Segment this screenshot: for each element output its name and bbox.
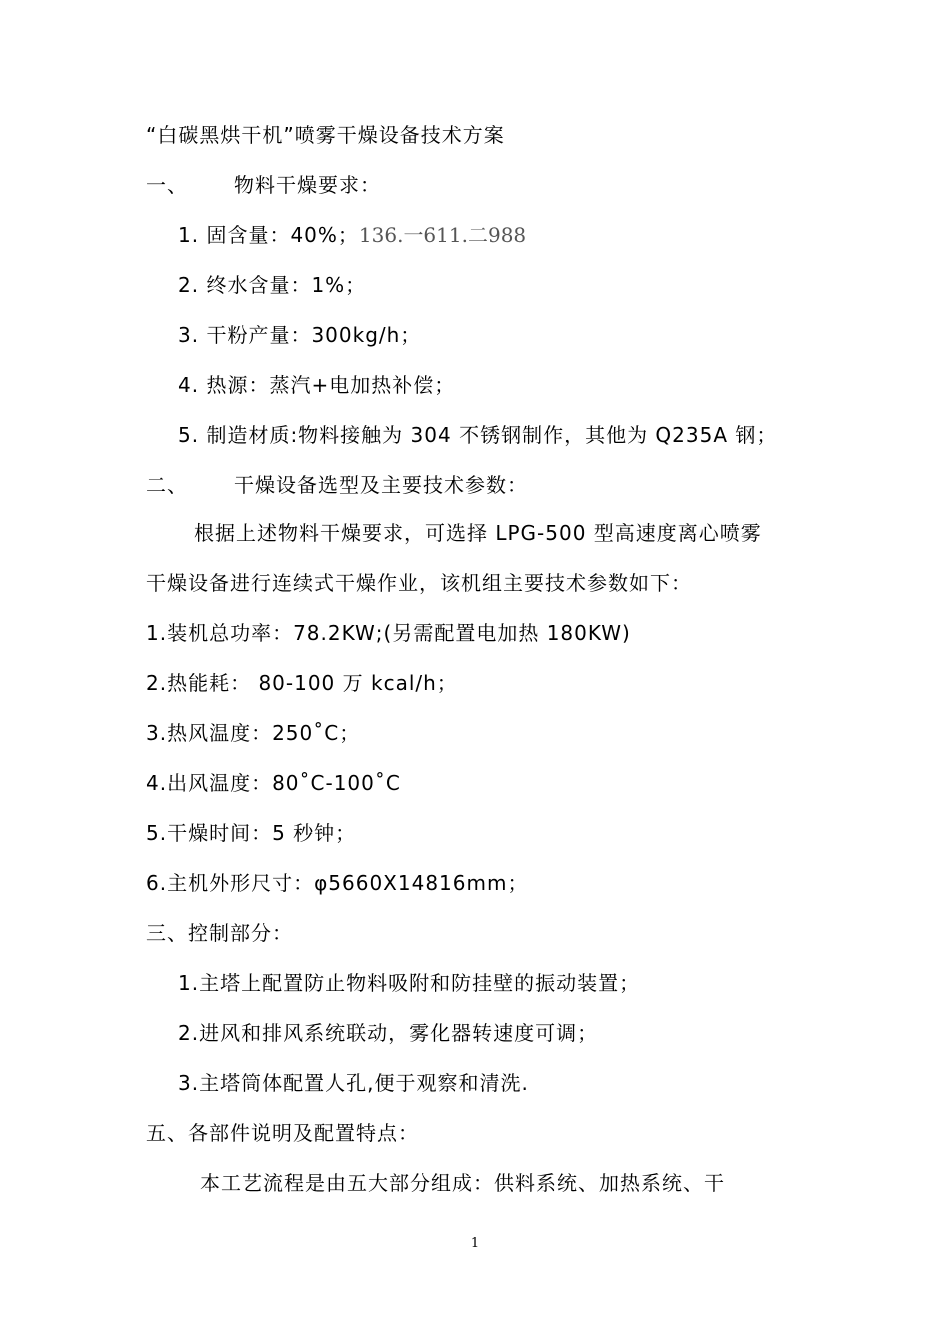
section-2-paragraph-line-1: 根据上述物料干燥要求，可选择 LPG-500 型高速度离心喷雾 — [194, 521, 762, 545]
section-2-paragraph-line-2: 干燥设备进行连续式干燥作业，该机组主要技术参数如下： — [146, 571, 692, 595]
control-item-3: 3.主塔筒体配置人孔,便于观察和清洗. — [178, 1071, 529, 1095]
section-5-heading: 五、各部件说明及配置特点： — [146, 1121, 419, 1145]
control-item-2: 2.进风和排风系统联动，雾化器转速度可调； — [178, 1021, 599, 1045]
requirement-item-1 — [178, 222, 526, 248]
requirement-item-5: 5. 制造材质:物料接触为 304 不锈钢制作，其他为 Q235A 钢； — [178, 423, 778, 447]
section-3-heading: 三、控制部分： — [146, 921, 293, 945]
page-number: 1 — [470, 1236, 480, 1251]
param-item-4: 4.出风温度：80˚C-100˚C — [146, 771, 401, 795]
param-item-6: 6.主机外形尺寸：φ5660X14816mm； — [146, 871, 529, 895]
section-1-number: 一、 — [146, 173, 188, 197]
requirement-item-1-label: 1. 固含量：40%； — [178, 223, 359, 247]
param-item-3: 3.热风温度：250˚C； — [146, 721, 361, 745]
section-5-paragraph-line-1: 本工艺流程是由五大部分组成：供料系统、加热系统、干 — [200, 1171, 725, 1195]
section-1-title: 物料干燥要求： — [234, 173, 381, 197]
param-item-5: 5.干燥时间：5 秒钟； — [146, 821, 357, 845]
section-2-title: 干燥设备选型及主要技术参数： — [234, 473, 528, 497]
section-2-number: 二、 — [146, 473, 188, 497]
param-item-1: 1.装机总功率：78.2KW;(另需配置电加热 180KW) — [146, 621, 631, 645]
requirement-item-4: 4. 热源：蒸汽+电加热补偿； — [178, 373, 456, 397]
requirement-item-2: 2. 终水含量：1%； — [178, 273, 367, 297]
requirement-item-3: 3. 干粉产量：300kg/h； — [178, 323, 422, 347]
section-1-heading — [146, 172, 381, 198]
phone-watermark-text: 136.一611.二988 — [358, 223, 527, 247]
document-title: “白碳黑烘干机”喷雾干燥设备技术方案 — [146, 123, 505, 147]
param-item-2: 2.热能耗： 80-100 万 kcal/h； — [146, 671, 458, 695]
section-2-heading — [146, 472, 528, 498]
control-item-1: 1.主塔上配置防止物料吸附和防挂壁的振动装置； — [178, 971, 641, 995]
